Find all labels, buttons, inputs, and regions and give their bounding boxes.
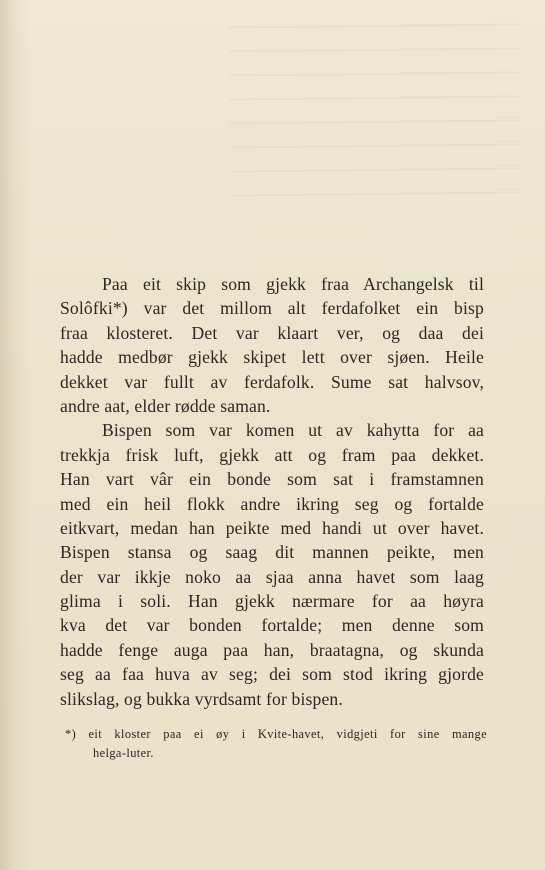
footnote-line: *) eit kloster paa ei øy i Kvite-havet, vidgjeti for sine mange (65, 727, 487, 741)
paragraph-line: Solôfki*) var det millom alt ferdafolket ein bisp (60, 298, 484, 319)
paragraph-line: Paa eit skip som gjekk fraa Archangelsk til (102, 274, 484, 294)
show-through-text (229, 23, 521, 206)
paragraph-line: hadde fenge auga paa han, braatagna, og skunda (60, 639, 484, 660)
paragraph-line: fraa klosteret. Det var klaart ver, og daa dei (60, 322, 484, 343)
body-text (60, 272, 484, 711)
paragraph-line: kva det var bonden fortalde; men denne som (60, 615, 484, 636)
paragraph-line: slikslag, og bukka vyrdsamt for bispen. (60, 688, 343, 709)
footnote (65, 725, 487, 763)
paragraph-line: Han vart vâr ein bonde som sat i framstamnen (60, 469, 484, 490)
paragraph-line: glima i soli. Han gjekk nærmare for aa høyra (60, 591, 484, 612)
footnote-line: helga-luter. (93, 746, 154, 760)
paragraph-line: eitkvart, medan han peikte med handi ut over havet. (60, 517, 484, 538)
paragraph-line: der var ikkje noko aa sjaa anna havet som laag (60, 566, 484, 587)
paragraph-line: trekkja frisk luft, gjekk att og fram paa dekket. (60, 444, 484, 465)
paragraph-line: Bispen som var komen ut av kahytta for aa (102, 420, 484, 441)
paragraph-line: hadde medbør gjekk skipet lett over sjøen. Heile (60, 347, 484, 368)
paragraph-line: dekket var fullt av ferdafolk. Sume sat halvsov, (60, 371, 484, 392)
paragraph-line: andre aat, elder rødde saman. (60, 395, 271, 416)
paragraph-line: med ein heil flokk andre ikring seg og fortalde (60, 493, 484, 514)
paragraph-line: Bispen stansa og saag dit mannen peikte, men (60, 542, 484, 563)
paragraph-line: seg aa faa huva av seg; dei som stod ikring gjorde (60, 664, 484, 685)
